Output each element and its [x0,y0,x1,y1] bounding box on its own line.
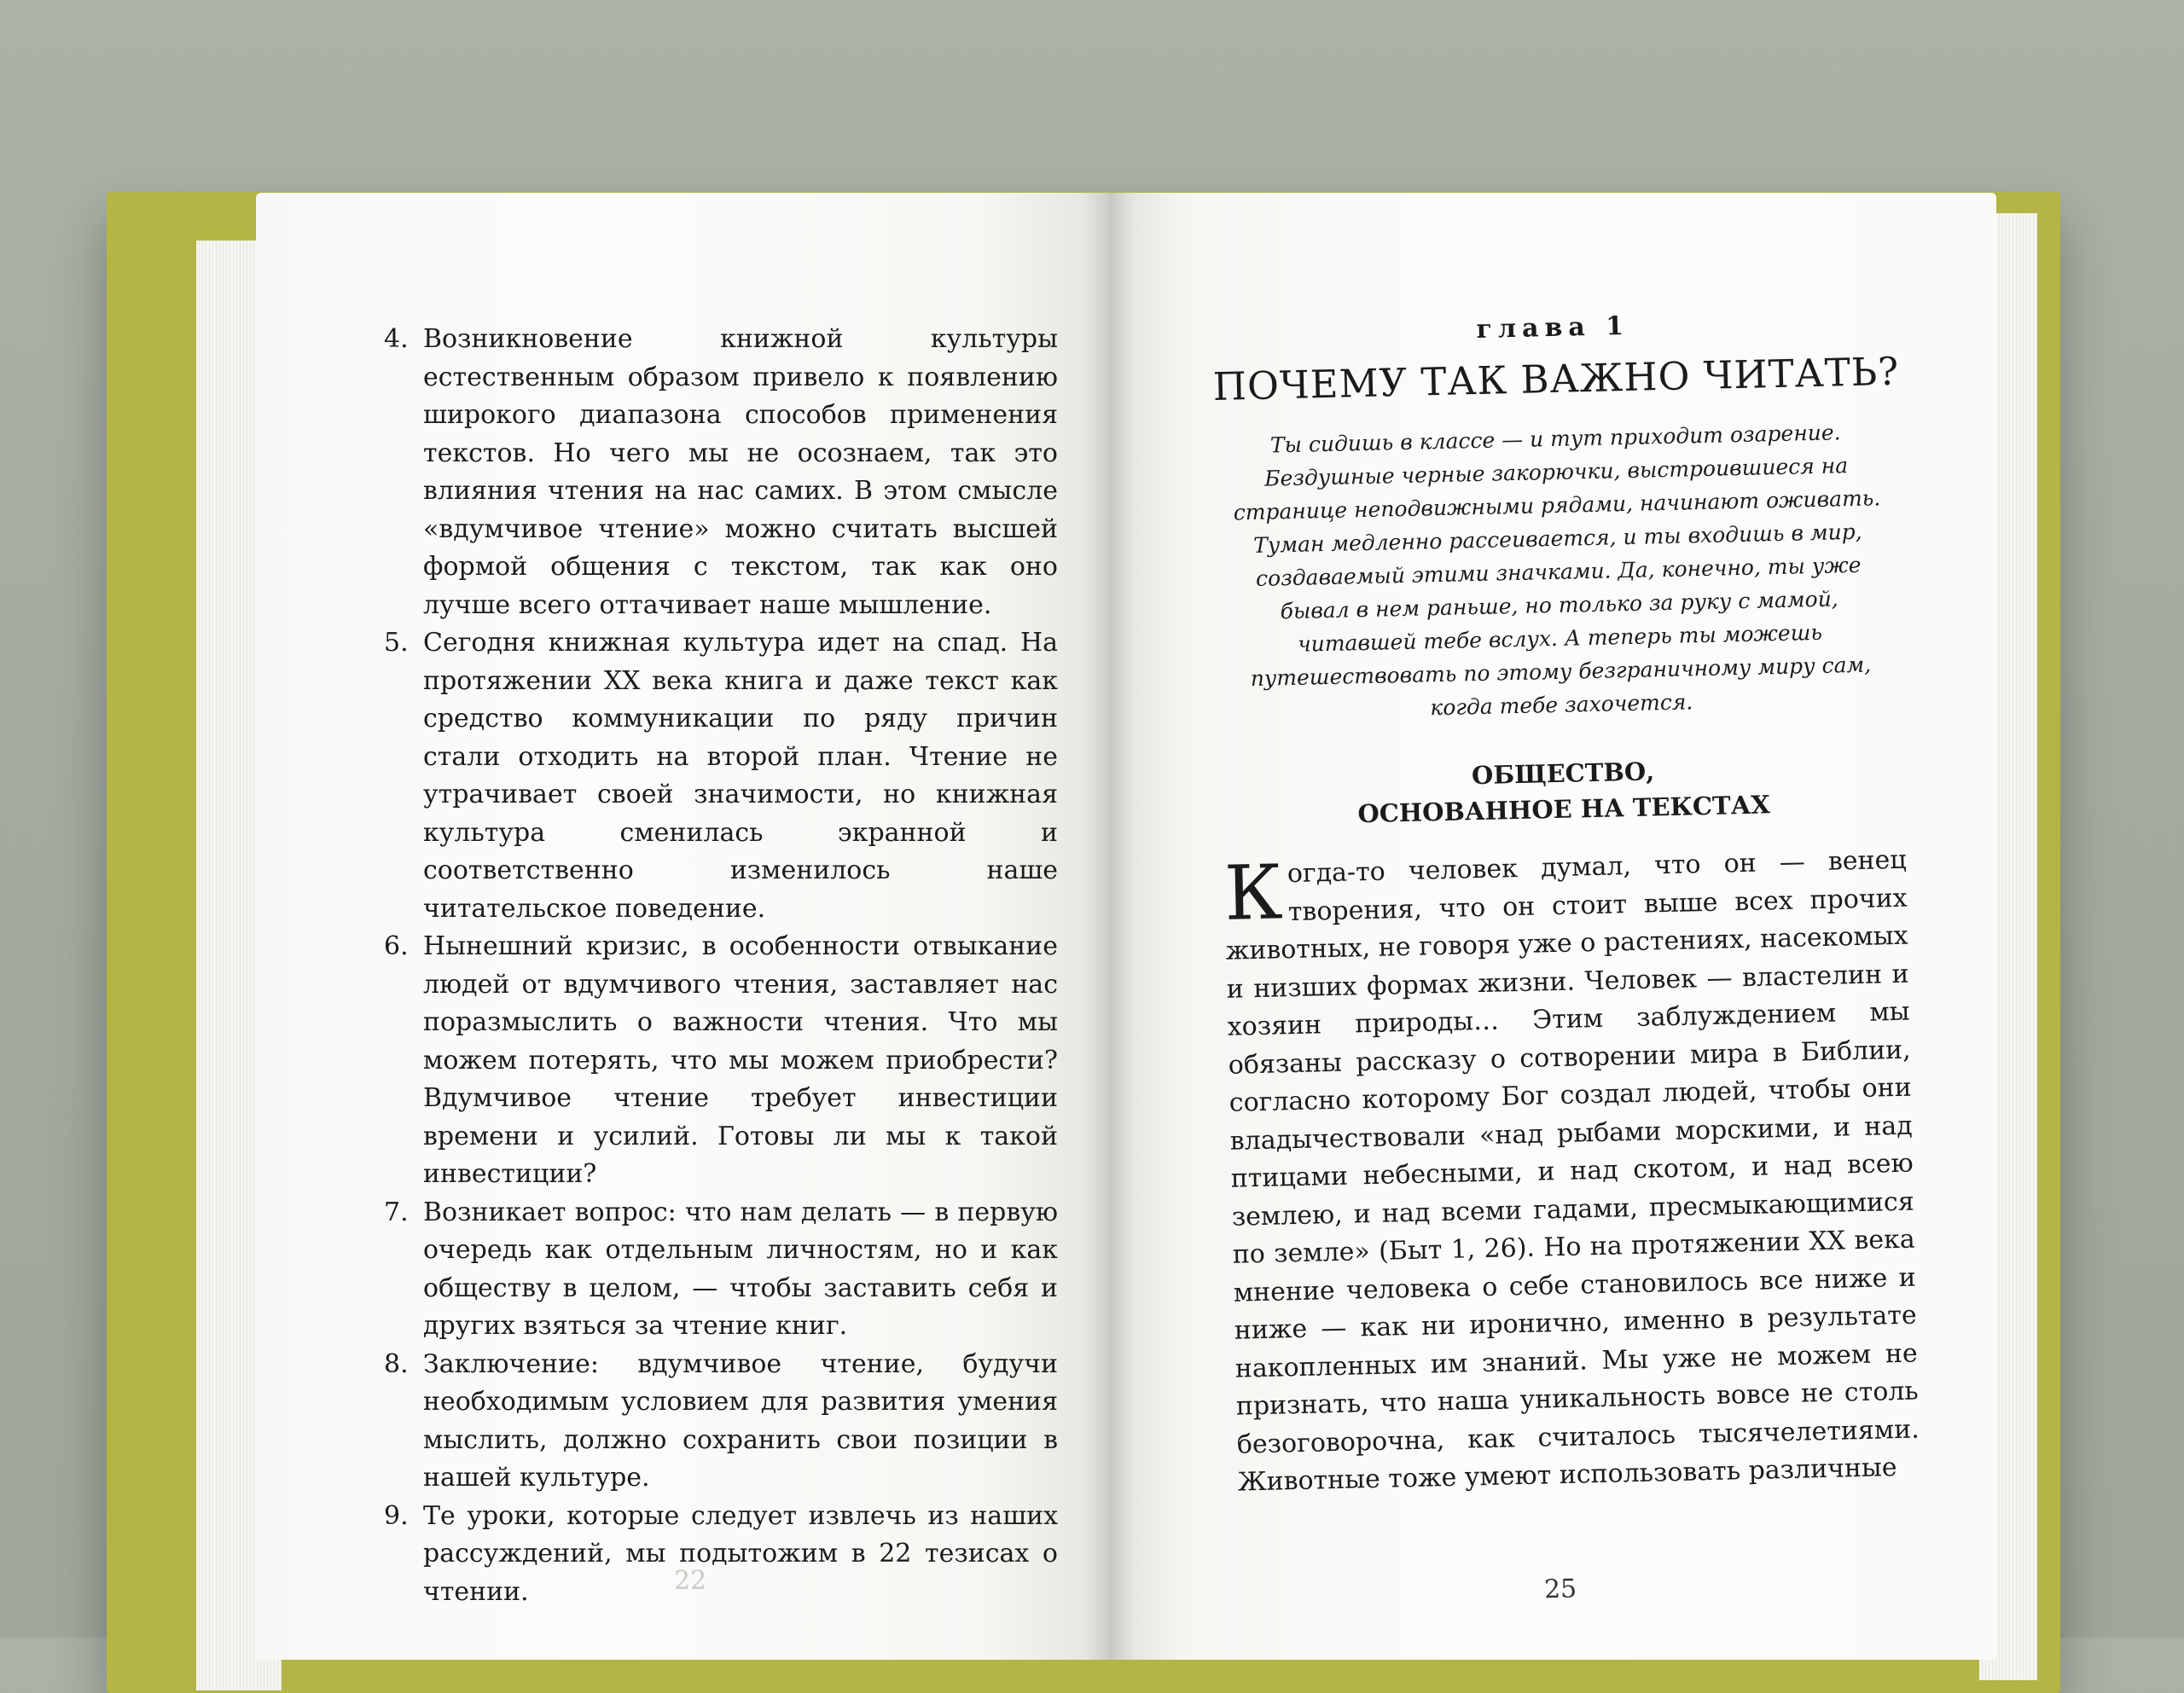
chapter-title: ПОЧЕМУ ТАК ВАЖНО ЧИТАТЬ? [1212,348,1900,409]
list-item-number: 5. [384,628,409,658]
list-item-number: 8. [384,1348,409,1379]
chapter-label: глава 1 [1476,310,1630,345]
left-page-number: 22 [674,1566,707,1596]
right-page [1109,193,1996,1660]
list-item-text: Нынешний кризис, в особенности отвыкание людей от вдумчивого чтения, заставляет нас поразмыслить о важности чтения. Что мы можем потерять, что мы можем приобрести? Вдумчивое чтение требует инвестиции времени и усилий. Готовы ли мы к такой инвестиции? [423,931,1058,1189]
list-item-text: Заключение: вдумчивое чтение, будучи необходимым условием для развития умения мыслить, должно сохранить свои позиции в нашей культуре. [423,1348,1058,1493]
list-item-number: 6. [384,931,409,961]
list-item [384,624,1058,928]
list-item-number: 7. [384,1197,409,1227]
list-item-text: Возникает вопрос: что нам делать — в первую очередь как отдельным личностям, но и как обществу в целом, — чтобы заставить себя и других взяться за чтение книг. [423,1197,1058,1341]
list-item-text: Возникновение книжной культуры естественным образом привело к появлению широкого диапазона способов применения текстов. Но чего мы не осознаем, так это влияния чтения на нас самих. В этом смысле «вдумчивое чтение» можно считать высшей формой общения с текстом, так как оно лучше всего оттачивает наше мышление. [423,324,1058,620]
thesis-list [384,321,1058,1611]
right-page-number: 25 [1543,1574,1577,1605]
epigraph: Ты сидишь в классе — и тут приходит озарение. Бездушные черные закорючки, выстроившиеся на странице неподвижными рядами, начинают оживать. Туман медленно рассеивается, и ты входишь в мир, создаваемый этими значками. Да, конечно, ты уже бывал в нем раньше, но только за руку с мамой, читавшей тебе вслух. А теперь ты можешь путешествовать по этому безграничному миру сам, когда тебе захочется. [1233,420,1881,721]
body-text: огда-то человек думал, что он — венец творения, что он стоит выше всех прочих животных, не говоря уже о растениях, насекомых и низших формах жизни. Человек — властелин и хозяин природы… Этим заблуждением мы обязаны рассказу о сотворении мира в Библии, согласно которому Бог создал людей, чтобы они владычествовали «над рыбами морскими, и над птицами небесными, и над скотом, и над всею землею, и над всеми гадами, пресмыкающимися по земле» (Быт 1, 26). Но на протяжении XX века мнение человека о себе становилось все ниже и ниже — как ни иронично, именно в результате накопленных им знаний. Мы уже не можем не признать, что наша уникальность вовсе не столь безоговорочна, как считалось тысячелетиями. Животные тоже умеют использовать различные [1225,844,1920,1498]
list-item-text: Те уроки, которые следует извлечь из наших рассуждений, мы подытожим в 22 тезисах о чтении. [423,1500,1058,1607]
book-gutter [1083,193,1135,1660]
list-item-number: 4. [384,324,409,354]
list-item [384,1498,1058,1612]
list-item [384,1346,1058,1498]
section-title [1222,748,1906,835]
left-page-body [384,321,1058,1611]
right-page-body [1211,305,1920,1502]
section-title-line: ОСНОВАННОЕ НА ТЕКСТАХ [1357,790,1771,829]
list-item [384,1194,1058,1346]
left-page [256,193,1109,1660]
list-item-number: 9. [384,1500,409,1531]
list-item [384,928,1058,1194]
list-item [384,321,1058,624]
section-title-line: ОБЩЕСТВО, [1471,757,1655,791]
list-item-text: Сегодня книжная культура идет на спад. На протяжении XX века книга и даже текст как средство коммуникации по ряду причин стали отходить на второй план. Чтение не утрачивает своей значимости, но книжная культура сменилась экранной и соответственно изменилось наше читательское поведение. [423,628,1058,924]
drop-cap: К [1223,848,1284,937]
body-paragraph [1223,842,1920,1502]
